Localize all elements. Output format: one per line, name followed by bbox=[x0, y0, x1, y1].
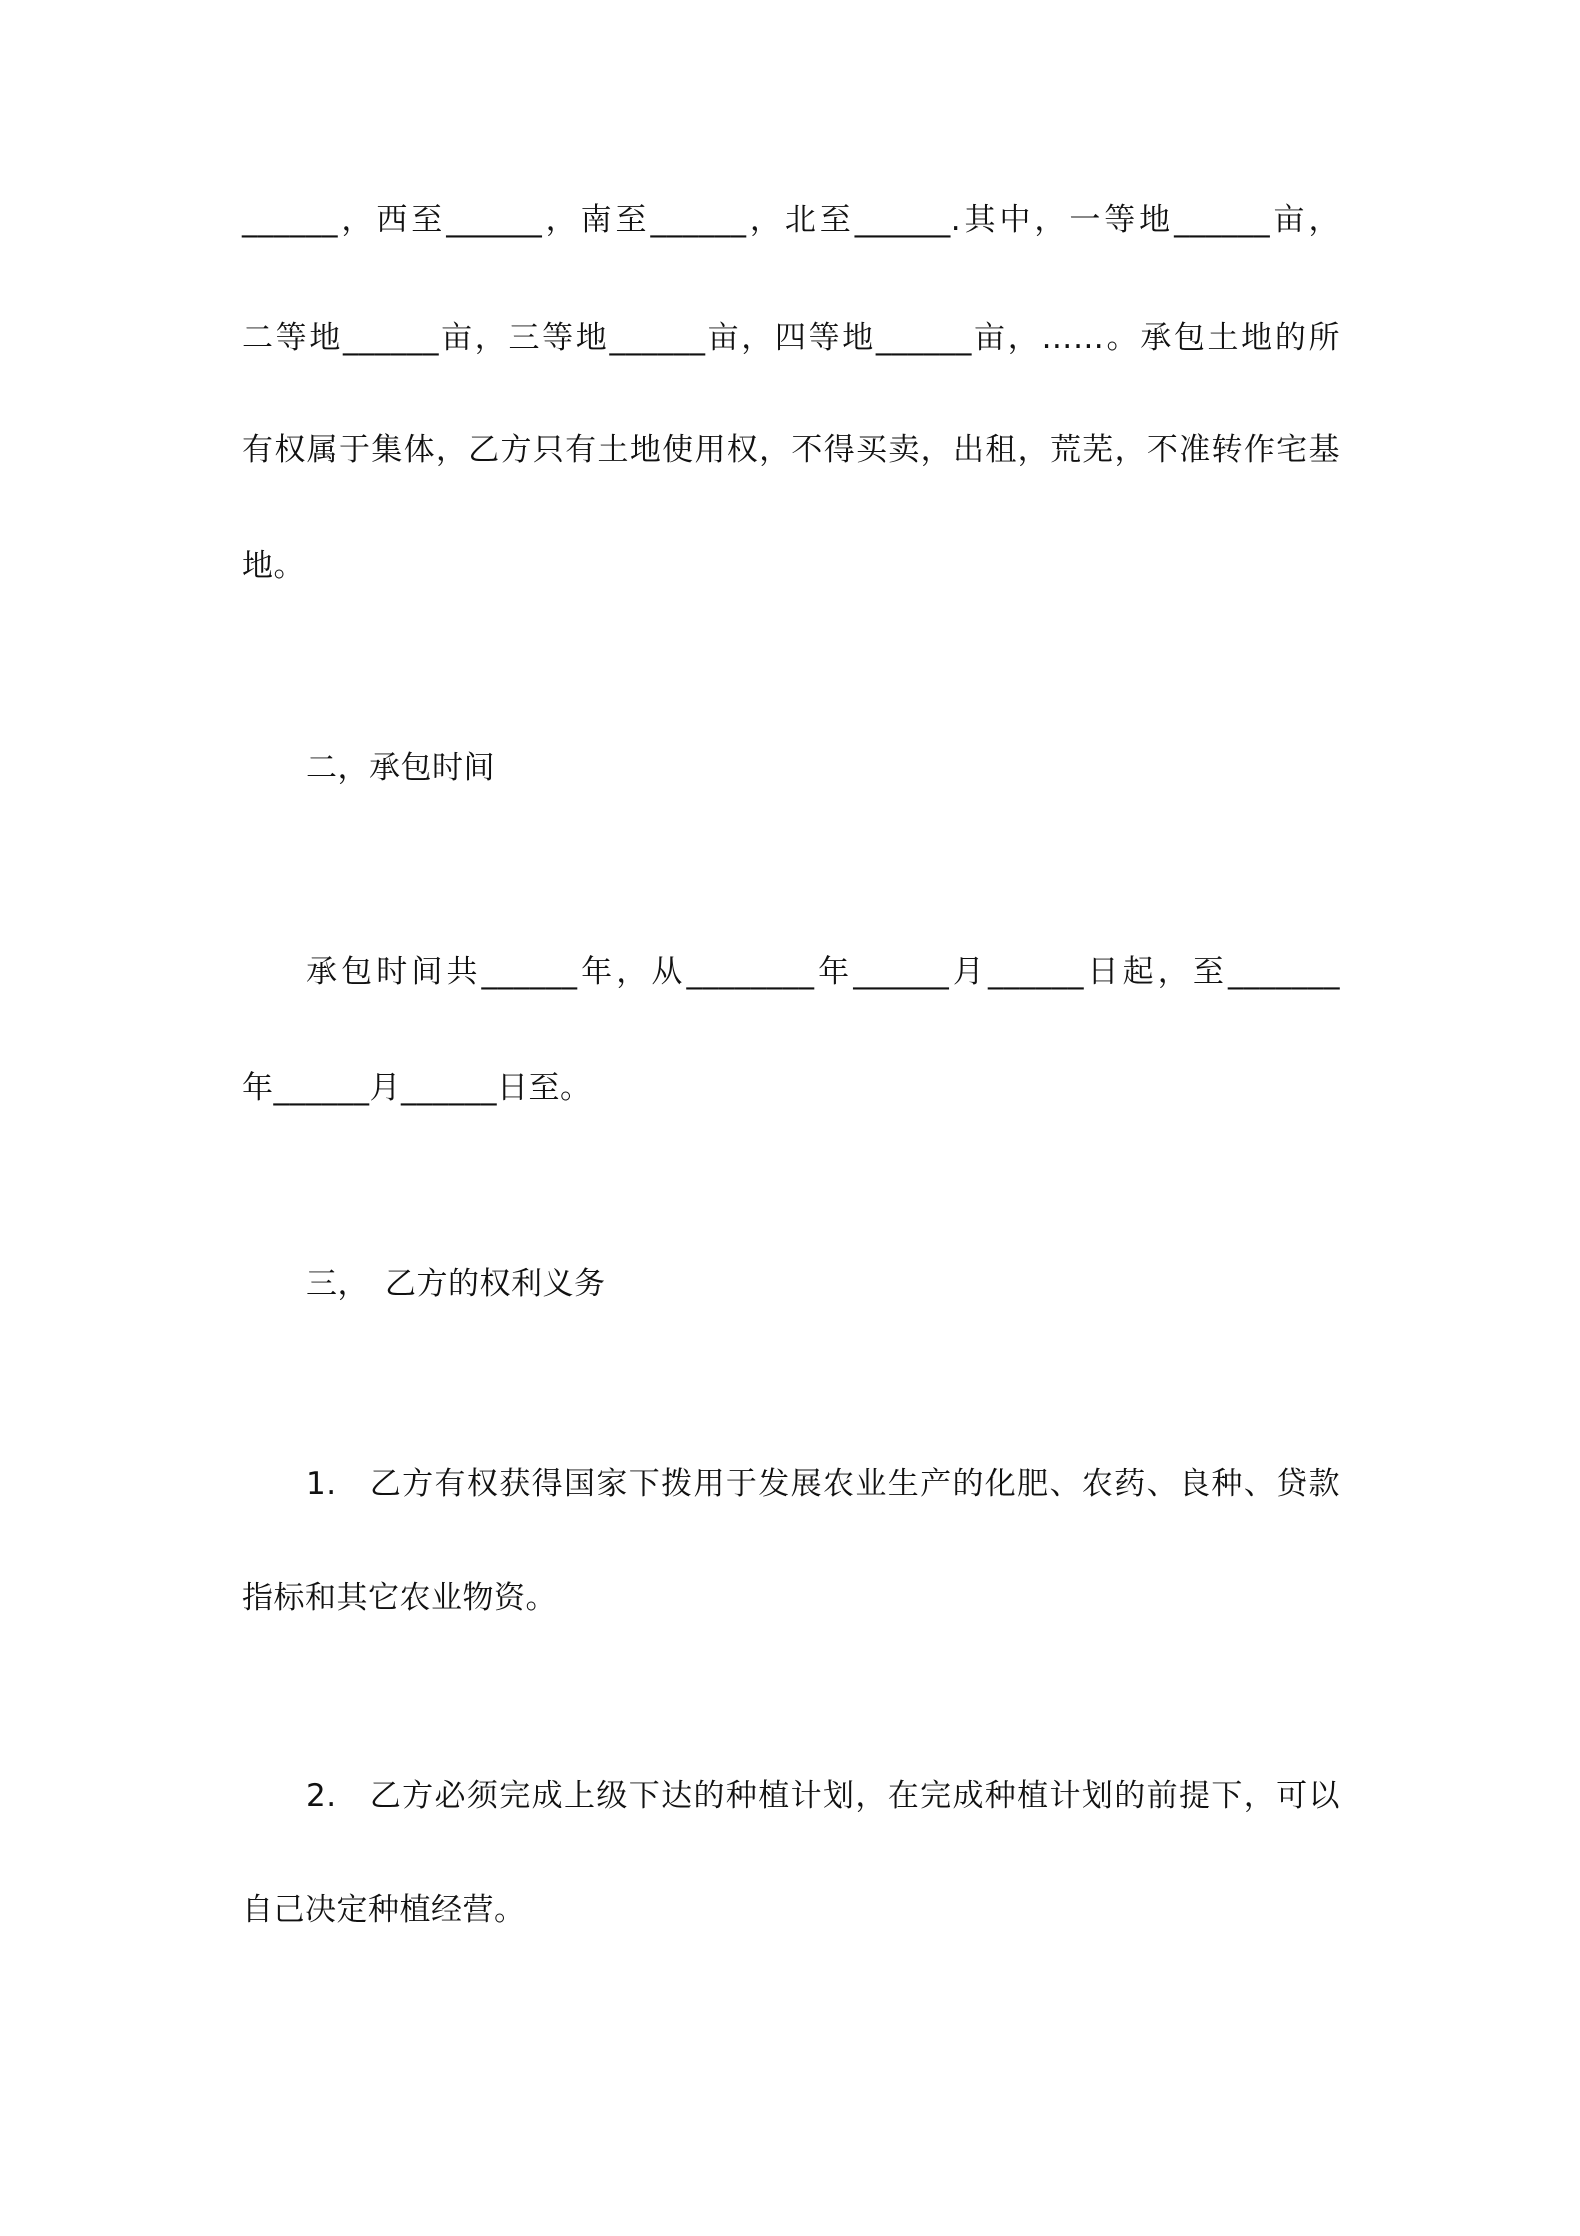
section-heading: 三， 乙方的权利义务 bbox=[306, 1266, 606, 1302]
list-item-line: 自己决定种植经营。 bbox=[242, 1892, 526, 1928]
paragraph-line: 二等地______亩，三等地______亩，四等地______亩，……。承包土地的所 bbox=[242, 320, 1340, 356]
paragraph-line: 承包时间共______年，从________年______月______日起，至_______ bbox=[306, 954, 1340, 990]
list-item-line: 指标和其它农业物资。 bbox=[242, 1580, 557, 1616]
paragraph-line: 年______月______日至。 bbox=[242, 1070, 592, 1106]
list-item-line: 2. 乙方必须完成上级下达的种植计划，在完成种植计划的前提下，可以 bbox=[306, 1778, 1340, 1814]
list-item-line: 1. 乙方有权获得国家下拨用于发展农业生产的化肥、农药、良种、贷款 bbox=[306, 1466, 1340, 1502]
paragraph-line: ______，西至______，南至______，北至______.其中，一等地______亩， bbox=[242, 202, 1340, 238]
paragraph-line: 地。 bbox=[242, 548, 305, 584]
paragraph-line: 有权属于集体，乙方只有土地使用权，不得买卖，出租，荒芜，不准转作宅基 bbox=[242, 432, 1340, 468]
section-heading: 二，承包时间 bbox=[306, 750, 495, 786]
